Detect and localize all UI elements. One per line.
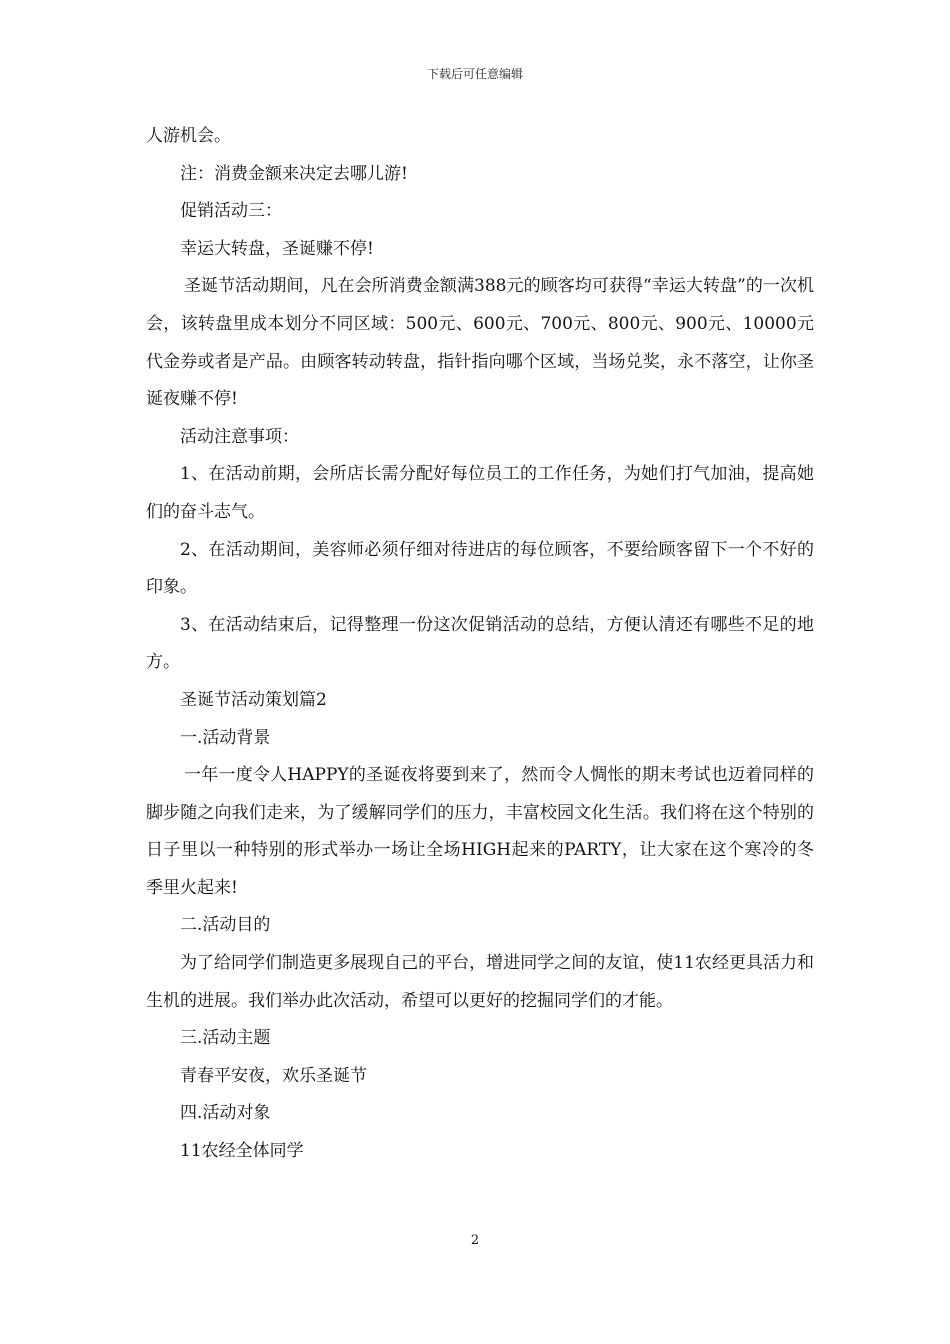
document-body: [146, 118, 814, 1171]
paragraph-note: 注：消费金额来决定去哪儿游!: [180, 163, 408, 184]
section-heading-theme: 三.活动主题: [180, 1028, 271, 1049]
paragraph-audience: 11农经全体同学: [180, 1141, 304, 1162]
paragraph-note-3: 3、在活动结束后，记得整理一份这次促销活动的总结，方便认清还有哪些不足的地方。: [146, 614, 814, 673]
page-header: 下载后可任意编辑: [426, 67, 523, 81]
paragraph-heading-promo-3: 促销活动三：: [180, 201, 282, 222]
paragraph-continuation: 人游机会。: [146, 126, 231, 146]
paragraph-background: 一年一度令人HAPPY的圣诞夜将要到来了，然而令人惆怅的期末考试也迈着同样的脚步随之向我们走来，为了缓解同学们的压力，丰富校园文化生活。我们将在这个特别的日子里以一种特别的形式举办一场让全场HIGH起来的PARTY，让大家在这个寒冷的冬季里火起来!: [146, 765, 814, 898]
paragraph-promo-3-body: 圣诞节活动期间，凡在会所消费金额满388元的顾客均可获得“幸运大转盘”的一次机会，该转盘里成本划分不同区域：500元、600元、700元、800元、900元、10000元代金券或者是产品。由顾客转动转盘，指针指向哪个区域，当场兑奖，永不落空，让你圣诞夜赚不停!: [146, 276, 814, 410]
paragraph-note-2: 2、在活动期间，美容师必须仔细对待进店的每位顾客，不要给顾客留下一个不好的印象。: [146, 539, 814, 598]
page-number: 2: [470, 1233, 480, 1248]
paragraph-purpose: 为了给同学们制造更多展现自己的平台，增进同学之间的友谊，使11农经更具活力和生机的进展。我们举办此次活动，希望可以更好的挖掘同学们的才能。: [146, 953, 814, 1011]
section-heading-purpose: 二.活动目的: [180, 915, 271, 936]
section-heading-audience: 四.活动对象: [180, 1103, 271, 1124]
paragraph-notes-heading: 活动注意事项：: [180, 426, 299, 447]
paragraph-note-1: 1、在活动前期，会所店长需分配好每位员工的工作任务，为她们打气加油，提高她们的奋斗志气。: [146, 464, 814, 522]
paragraph-promo-3-title: 幸运大转盘，圣诞赚不停!: [180, 238, 374, 259]
paragraph-theme: 青春平安夜，欢乐圣诞节: [180, 1065, 367, 1086]
section-title-plan-2: 圣诞节活动策划篇2: [180, 689, 327, 710]
section-heading-background: 一.活动背景: [180, 727, 271, 748]
